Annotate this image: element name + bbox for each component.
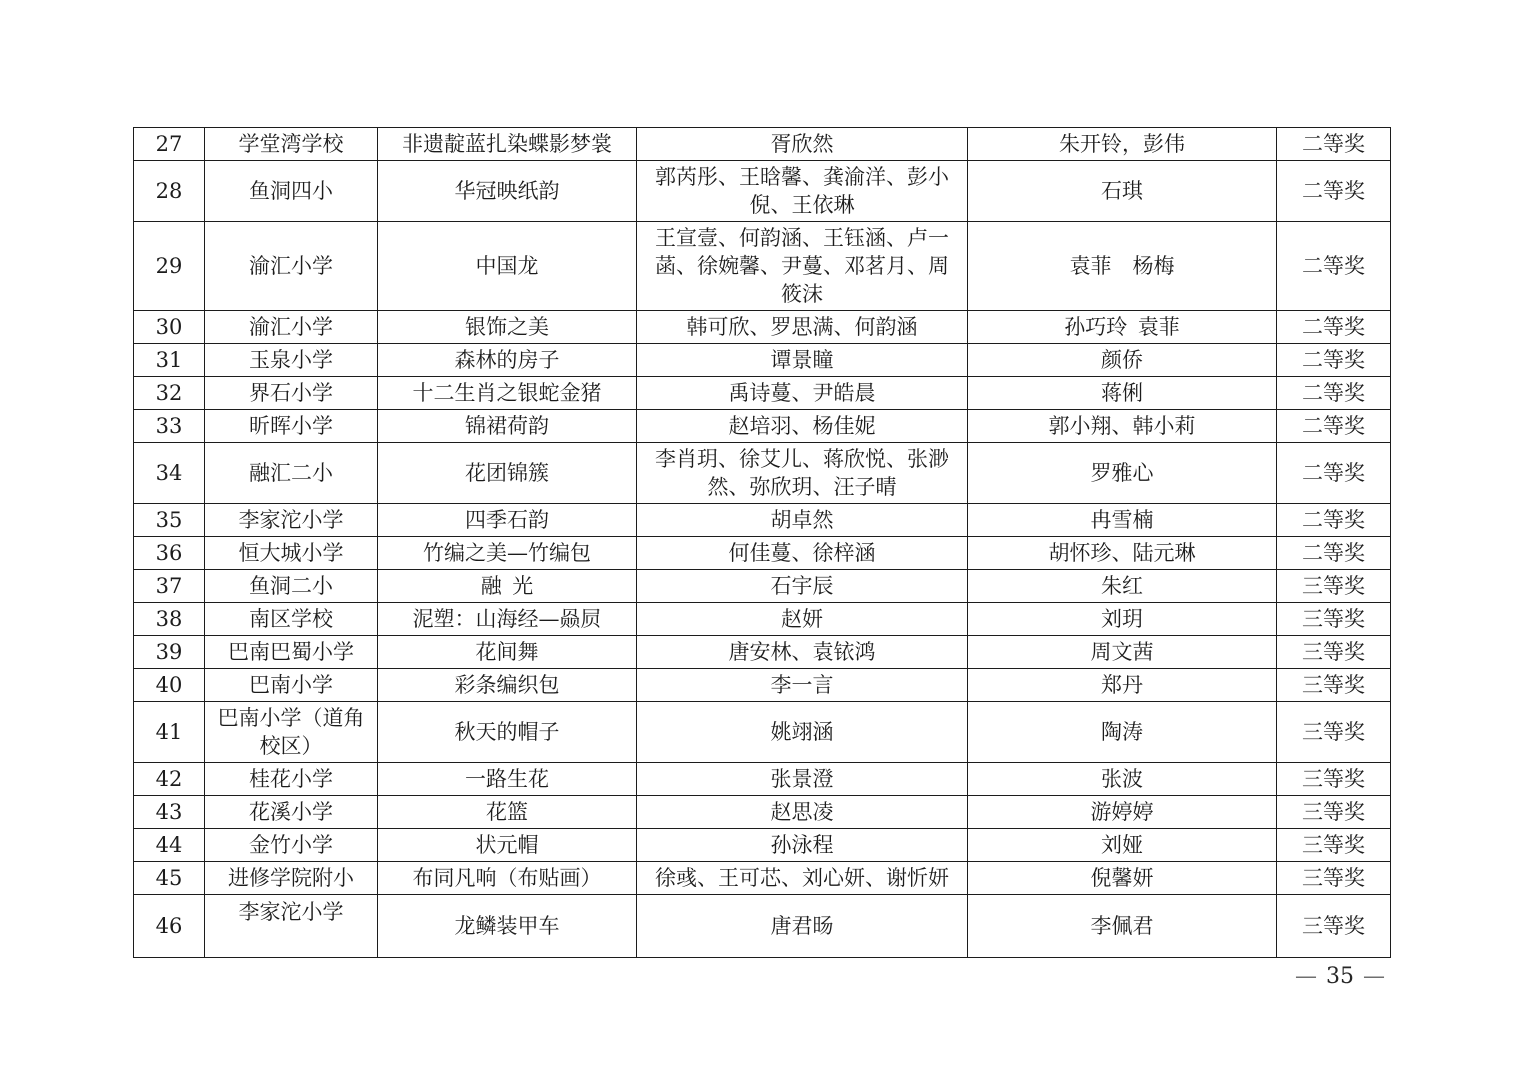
- students-cell: 韩可欣、罗思满、何韵涵: [637, 311, 968, 344]
- teachers-cell: 李佩君: [968, 895, 1277, 958]
- work-title-cell: 银饰之美: [378, 311, 637, 344]
- students-cell: 李肖玥、徐艾儿、蒋欣悦、张渺然、弥欣玥、汪子晴: [637, 443, 968, 504]
- row-number-cell: 44: [134, 829, 205, 862]
- students-cell: 石宇辰: [637, 570, 968, 603]
- students-cell: 胡卓然: [637, 504, 968, 537]
- award-cell: 二等奖: [1277, 344, 1391, 377]
- school-cell: 恒大城小学: [205, 537, 378, 570]
- award-cell: 三等奖: [1277, 829, 1391, 862]
- teachers-cell: 倪馨妍: [968, 862, 1277, 895]
- awards-table: [133, 127, 1391, 958]
- table-row: [134, 443, 1391, 504]
- row-number-cell: 45: [134, 862, 205, 895]
- school-cell: 巴南小学: [205, 669, 378, 702]
- row-number-cell: 46: [134, 895, 205, 958]
- table-row: [134, 796, 1391, 829]
- row-number-cell: 38: [134, 603, 205, 636]
- award-cell: 三等奖: [1277, 796, 1391, 829]
- school-cell: 学堂湾学校: [205, 128, 378, 161]
- table-row: [134, 161, 1391, 222]
- page-footer: [1282, 963, 1398, 991]
- school-cell: 融汇二小: [205, 443, 378, 504]
- school-cell: 巴南巴蜀小学: [205, 636, 378, 669]
- work-title-cell: 布同凡响（布贴画）: [378, 862, 637, 895]
- table-row: [134, 311, 1391, 344]
- award-cell: 三等奖: [1277, 862, 1391, 895]
- work-title-cell: 状元帽: [378, 829, 637, 862]
- teachers-cell: 朱红: [968, 570, 1277, 603]
- work-title-cell: 秋天的帽子: [378, 702, 637, 763]
- students-cell: 何佳蔓、徐梓涵: [637, 537, 968, 570]
- students-cell: 唐君旸: [637, 895, 968, 958]
- award-cell: 二等奖: [1277, 311, 1391, 344]
- row-number-cell: 32: [134, 377, 205, 410]
- students-cell: 禹诗蔓、尹皓晨: [637, 377, 968, 410]
- table-row: [134, 636, 1391, 669]
- award-cell: 二等奖: [1277, 128, 1391, 161]
- teachers-cell: 游婷婷: [968, 796, 1277, 829]
- school-cell: 李家沱小学: [205, 504, 378, 537]
- school-cell: 鱼洞四小: [205, 161, 378, 222]
- students-cell: 李一言: [637, 669, 968, 702]
- teachers-cell: 郑丹: [968, 669, 1277, 702]
- school-cell: 渝汇小学: [205, 311, 378, 344]
- school-cell: 进修学院附小: [205, 862, 378, 895]
- students-cell: 赵思凌: [637, 796, 968, 829]
- teachers-cell: 胡怀珍、陆元琳: [968, 537, 1277, 570]
- work-title-cell: 华冠映纸韵: [378, 161, 637, 222]
- school-cell: 桂花小学: [205, 763, 378, 796]
- award-cell: 三等奖: [1277, 763, 1391, 796]
- page-number: 35: [1326, 964, 1354, 989]
- teachers-cell: 石琪: [968, 161, 1277, 222]
- row-number-cell: 29: [134, 222, 205, 311]
- award-cell: 二等奖: [1277, 504, 1391, 537]
- award-cell: 二等奖: [1277, 410, 1391, 443]
- school-cell: 金竹小学: [205, 829, 378, 862]
- table-row: [134, 570, 1391, 603]
- students-cell: 姚翊涵: [637, 702, 968, 763]
- school-cell: 昕晖小学: [205, 410, 378, 443]
- work-title-cell: 四季石韵: [378, 504, 637, 537]
- table-row: [134, 128, 1391, 161]
- award-cell: 二等奖: [1277, 537, 1391, 570]
- award-cell: 二等奖: [1277, 222, 1391, 311]
- students-cell: 徐彧、王可芯、刘心妍、谢忻妍: [637, 862, 968, 895]
- teachers-cell: 袁菲 杨梅: [968, 222, 1277, 311]
- work-title-cell: 彩条编织包: [378, 669, 637, 702]
- students-cell: 唐安林、袁铱鸿: [637, 636, 968, 669]
- students-cell: 张景澄: [637, 763, 968, 796]
- award-cell: 三等奖: [1277, 669, 1391, 702]
- row-number-cell: 27: [134, 128, 205, 161]
- work-title-cell: 锦裙荷韵: [378, 410, 637, 443]
- award-cell: 二等奖: [1277, 161, 1391, 222]
- teachers-cell: 张波: [968, 763, 1277, 796]
- school-cell: 李家沱小学: [205, 895, 378, 958]
- work-title-cell: 融 光: [378, 570, 637, 603]
- school-cell: 玉泉小学: [205, 344, 378, 377]
- school-cell: 花溪小学: [205, 796, 378, 829]
- students-cell: 谭景瞳: [637, 344, 968, 377]
- teachers-cell: 朱开铃，彭伟: [968, 128, 1277, 161]
- students-cell: 郭芮彤、王晗馨、龚渝洋、彭小倪、王依琳: [637, 161, 968, 222]
- row-number-cell: 36: [134, 537, 205, 570]
- table-row: [134, 862, 1391, 895]
- row-number-cell: 41: [134, 702, 205, 763]
- school-cell: 南区学校: [205, 603, 378, 636]
- teachers-cell: 颜侨: [968, 344, 1277, 377]
- teachers-cell: 孙巧玲 袁菲: [968, 311, 1277, 344]
- work-title-cell: 泥塑：山海经—赑屃: [378, 603, 637, 636]
- students-cell: 赵妍: [637, 603, 968, 636]
- students-cell: 王宣壹、何韵涵、王钰涵、卢一菡、徐婉馨、尹蔓、邓茗月、周筱沫: [637, 222, 968, 311]
- table-row: [134, 895, 1391, 958]
- table-row: [134, 377, 1391, 410]
- row-number-cell: 43: [134, 796, 205, 829]
- school-cell: 界石小学: [205, 377, 378, 410]
- school-cell: 巴南小学（道角校区）: [205, 702, 378, 763]
- work-title-cell: 竹编之美—竹编包: [378, 537, 637, 570]
- teachers-cell: 刘玥: [968, 603, 1277, 636]
- table-row: [134, 603, 1391, 636]
- row-number-cell: 34: [134, 443, 205, 504]
- school-cell: 鱼洞二小: [205, 570, 378, 603]
- row-number-cell: 35: [134, 504, 205, 537]
- row-number-cell: 42: [134, 763, 205, 796]
- table-row: [134, 763, 1391, 796]
- table-row: [134, 504, 1391, 537]
- table-row: [134, 669, 1391, 702]
- table-row: [134, 222, 1391, 311]
- work-title-cell: 龙鳞装甲车: [378, 895, 637, 958]
- work-title-cell: 中国龙: [378, 222, 637, 311]
- teachers-cell: 冉雪楠: [968, 504, 1277, 537]
- work-title-cell: 花间舞: [378, 636, 637, 669]
- awards-table-body: [134, 128, 1391, 958]
- row-number-cell: 30: [134, 311, 205, 344]
- award-cell: 三等奖: [1277, 636, 1391, 669]
- award-cell: 三等奖: [1277, 702, 1391, 763]
- table-row: [134, 344, 1391, 377]
- row-number-cell: 31: [134, 344, 205, 377]
- students-cell: 孙泳程: [637, 829, 968, 862]
- teachers-cell: 郭小翔、韩小莉: [968, 410, 1277, 443]
- row-number-cell: 40: [134, 669, 205, 702]
- award-cell: 二等奖: [1277, 377, 1391, 410]
- award-cell: 三等奖: [1277, 603, 1391, 636]
- teachers-cell: 周文茜: [968, 636, 1277, 669]
- work-title-cell: 花团锦簇: [378, 443, 637, 504]
- footer-dash-left: —: [1295, 964, 1317, 989]
- row-number-cell: 33: [134, 410, 205, 443]
- table-row: [134, 702, 1391, 763]
- row-number-cell: 37: [134, 570, 205, 603]
- table-row: [134, 829, 1391, 862]
- work-title-cell: 十二生肖之银蛇金猪: [378, 377, 637, 410]
- award-cell: 三等奖: [1277, 570, 1391, 603]
- row-number-cell: 28: [134, 161, 205, 222]
- award-cell: 三等奖: [1277, 895, 1391, 958]
- row-number-cell: 39: [134, 636, 205, 669]
- school-cell: 渝汇小学: [205, 222, 378, 311]
- teachers-cell: 蒋俐: [968, 377, 1277, 410]
- award-cell: 二等奖: [1277, 443, 1391, 504]
- teachers-cell: 刘娅: [968, 829, 1277, 862]
- students-cell: 胥欣然: [637, 128, 968, 161]
- work-title-cell: 一路生花: [378, 763, 637, 796]
- work-title-cell: 非遗靛蓝扎染蝶影梦裳: [378, 128, 637, 161]
- table-row: [134, 410, 1391, 443]
- table-row: [134, 537, 1391, 570]
- teachers-cell: 陶涛: [968, 702, 1277, 763]
- work-title-cell: 森林的房子: [378, 344, 637, 377]
- teachers-cell: 罗雅心: [968, 443, 1277, 504]
- footer-dash-right: —: [1363, 964, 1385, 989]
- students-cell: 赵培羽、杨佳妮: [637, 410, 968, 443]
- work-title-cell: 花篮: [378, 796, 637, 829]
